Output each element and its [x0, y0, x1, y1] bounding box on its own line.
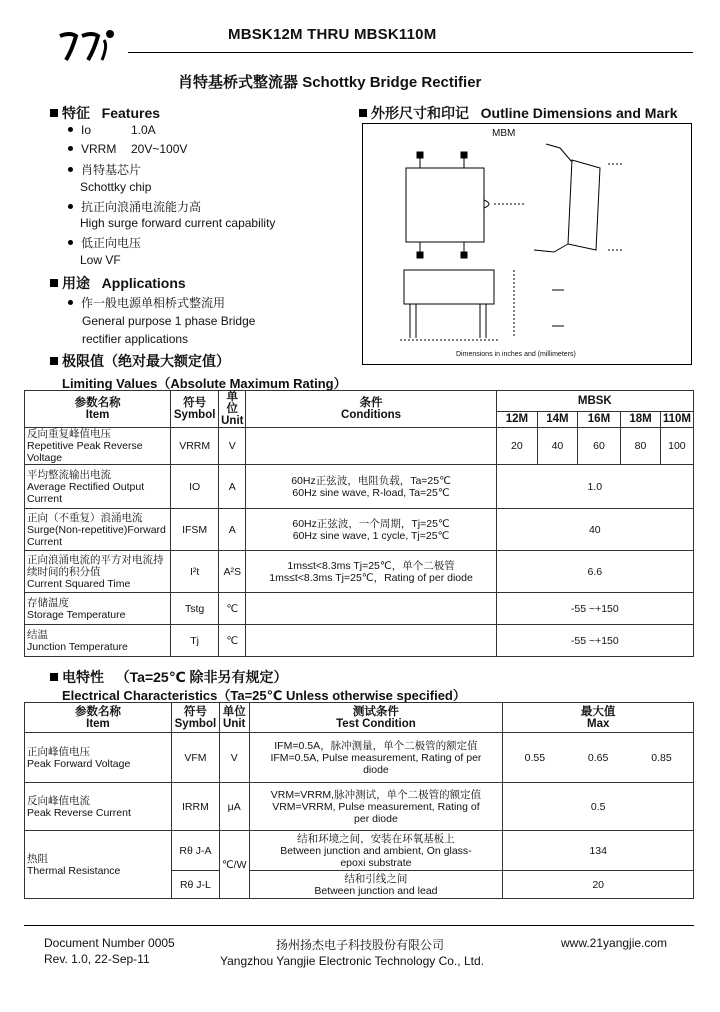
application-en-1: General purpose 1 phase Bridge [82, 314, 256, 328]
limiting-heading-cn: 极限值（绝对最大额定值） [50, 351, 230, 371]
package-name: MBM [492, 128, 516, 139]
subtitle [178, 71, 481, 92]
feature-vrrm: VRRM 20V~100V [68, 142, 187, 156]
website-link[interactable]: www.21yangjie.com [561, 936, 668, 950]
application-en-2: rectifier applications [82, 332, 189, 346]
package-outline-drawing [364, 140, 690, 352]
el-col-unit: 单位 Unit [219, 703, 249, 733]
lim-col-group: MBSK [496, 391, 693, 412]
table-row: Rθ J-L 结和引线之间 Between junction and lead 20 [25, 871, 694, 899]
table-row: 反向峰值电流 Peak Reverse Current IRRM μA VRM=VRRM,脉冲测试，单个二极管的额定值 VRM=VRRM, Pulse measurement, Rating of per diode 0.5 [25, 783, 694, 831]
table-row: 正向浪涌电流的平方对电流持续时间的积分值 Current Squared Time I²t A²S 1ms≤t<8.3ms Tj=25℃，单个二极管 1ms≤t<8.3ms Tj=25℃，Rating of per diode 6.6 [25, 551, 694, 593]
electrical-table [24, 702, 694, 899]
lim-col-item: 参数名称 Item [25, 391, 171, 428]
feature-lowvf-cn: 低正向电压 [68, 234, 141, 251]
feature-chip-en: Schottky chip [80, 180, 152, 194]
applications-heading: 用途 Applications [50, 273, 186, 293]
feature-chip-cn: 肖特基芯片 [68, 161, 141, 178]
lim-col-symbol: 符号 Symbol [171, 391, 219, 428]
table-row: 正向（不重复）浪涌电流 Surge(Non-repetitive)Forward Current IFSM A 60Hz正弦波，一个周期，Tj=25℃ 60Hz sine wave, 1 cycle, Tj=25℃ 40 [25, 509, 694, 551]
lim-col-conditions: 条件 Conditions [246, 391, 496, 428]
el-col-symbol: 符号 Symbol [171, 703, 219, 733]
el-col-condition: 测试条件 Test Condition [249, 703, 503, 733]
table-row: 热阻 Thermal Resistance Rθ J-A ℃/W 结和环境之间，安装在环氧基板上 Between junction and ambient, On glass- epoxi substrate 134 [25, 831, 694, 871]
table-row: 平均整流输出电流 Average Rectified Output Current IO A 60Hz正弦波，电阻负载，Ta=25℃ 60Hz sine wave, R-load, Ta=25℃ 1.0 [25, 465, 694, 509]
application-cn: 作一般电源单相桥式整流用 [68, 294, 225, 311]
footer-divider [24, 925, 694, 926]
type-16m: 16M [577, 411, 620, 427]
revision: Rev. 1.0, 22-Sep-11 [44, 952, 150, 966]
page-title: MBSK12M THRU MBSK110M [228, 26, 437, 43]
el-col-max: 最大值 Max [503, 703, 694, 733]
type-12m: 12M [496, 411, 538, 427]
subtitle-cn: 肖特基桥式整流器 [178, 74, 299, 91]
feature-surge-en: High surge forward current capability [80, 216, 276, 230]
header-divider [128, 52, 693, 53]
table-row: 存储温度 Storage Temperature Tstg ℃ -55 ~+150 [25, 593, 694, 625]
electrical-heading-cn: 电特性 （Ta=25℃ 除非另有规定） [50, 667, 288, 687]
document-number: Document Number 0005 [44, 936, 175, 950]
type-110m: 110M [660, 411, 693, 427]
type-18m: 18M [621, 411, 661, 427]
feature-io: Io 1.0A [68, 123, 156, 137]
el-col-item: 参数名称 Item [25, 703, 172, 733]
limiting-values-table [24, 390, 694, 657]
table-row: 反向重复峰值电压 Repetitive Peak Reverse Voltage VRRM V 20 40 60 80 100 [25, 428, 694, 465]
lim-col-unit: 单位 Unit [219, 391, 246, 428]
company-logo [56, 26, 124, 66]
feature-surge-cn: 抗正向浪涌电流能力高 [68, 198, 201, 215]
company-name-en: Yangzhou Yangjie Electronic Technology Co., Ltd. [220, 954, 484, 968]
electrical-heading-en: Electrical Characteristics（Ta=25℃ Unless otherwise specified） [62, 688, 466, 703]
table-row: 结温 Junction Temperature Tj ℃ -55 ~+150 [25, 625, 694, 657]
table-row: 正向峰值电压 Peak Forward Voltage VFM V IFM=0.5A，脉冲测量，单个二极管的额定值 IFM=0.5A, Pulse measurement, Rating of per diode 0.55 0.65 0.85 [25, 733, 694, 783]
features-heading: 特征 Features [50, 103, 160, 123]
limiting-heading-en: Limiting Values（Absolute Maximum Rating） [62, 376, 347, 391]
type-14m: 14M [538, 411, 578, 427]
dimensions-note: Dimensions in inches and (millimeters) [456, 351, 576, 358]
subtitle-en: Schottky Bridge Rectifier [302, 74, 482, 91]
outline-heading: 外形尺寸和印记 Outline Dimensions and Mark [359, 103, 678, 123]
feature-lowvf-en: Low VF [80, 253, 121, 267]
company-name-cn: 扬州扬杰电子科技股份有限公司 [276, 938, 445, 952]
